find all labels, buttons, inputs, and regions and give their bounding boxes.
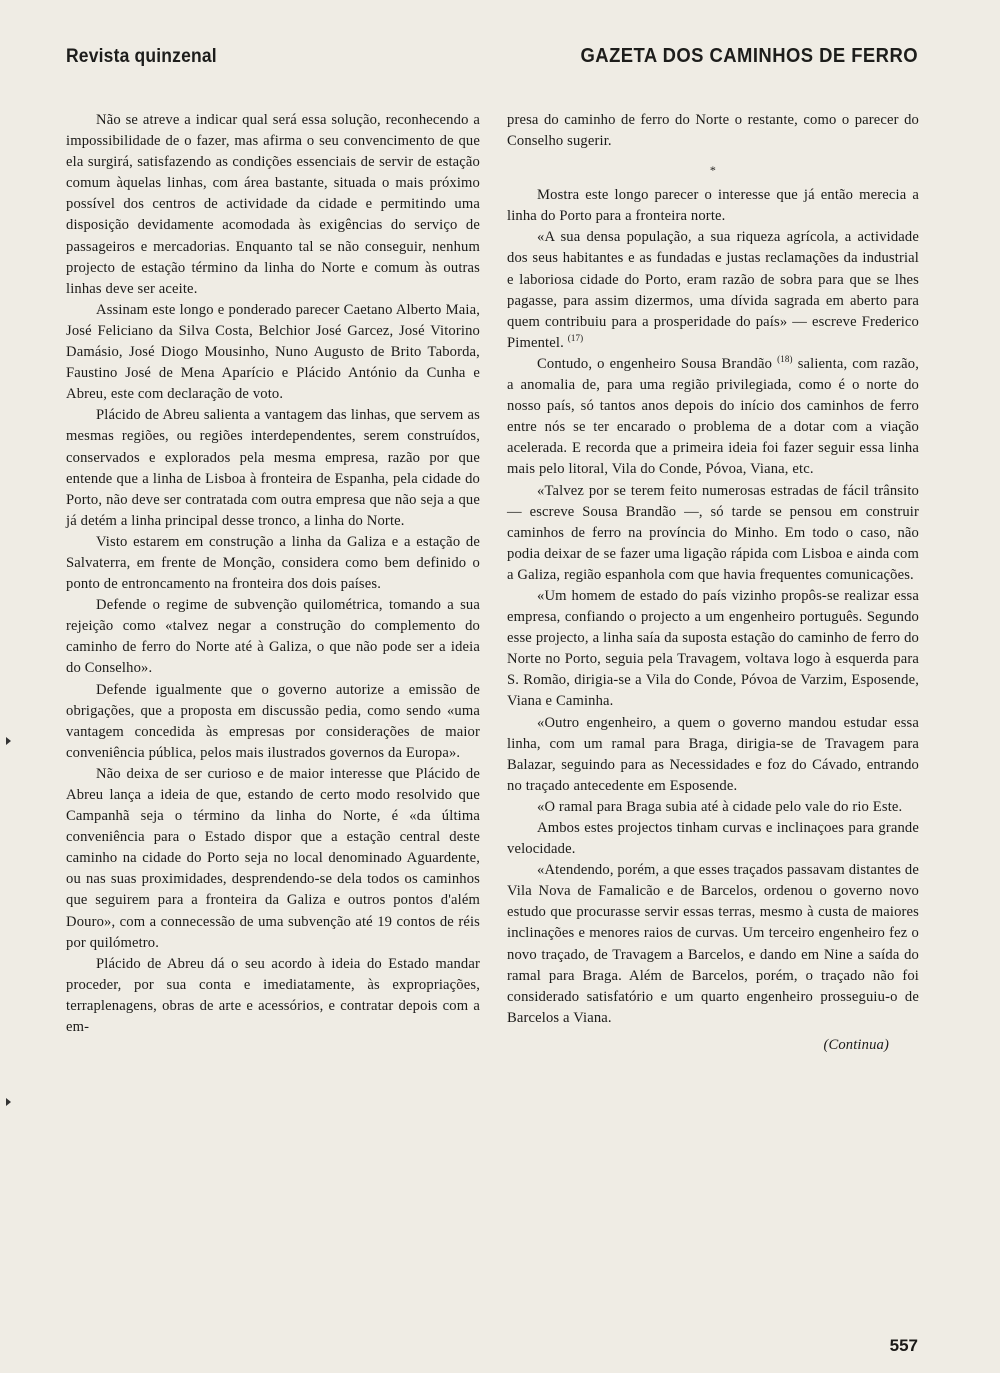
magazine-title: GAZETA DOS CAMINHOS DE FERRO (580, 44, 918, 67)
right-column (507, 110, 919, 1056)
binding-mark-2 (6, 1098, 11, 1106)
section-separator: * (709, 163, 717, 178)
contudo-prefix: Contudo, o engenheiro Sousa Brandão (537, 355, 773, 372)
paragraph-continuation: presa do caminho de ferro do Norte o restante, como o parecer do Conselho sugerir. (507, 112, 919, 150)
page-header (66, 44, 918, 74)
paragraph: «Talvez por se terem feito numerosas estradas de fácil trânsito — escreve Sousa Brandão —, só tarde se pensou em construir caminhos de ferro na província do Minho. Em todo o caso, não podia deixar de se fazer uma ligação rápida com Lisboa e ainda com a Galiza, região espanhola com que havia frequentes comunicações. (507, 482, 919, 583)
paragraph: Não se atreve a indicar qual será essa solução, reconhecendo a impossibilidade de o fazer, mas afirma o seu convencimento de que ela surgirá, satisfazendo as condições essenciais de servir de estação comum àquelas linhas, com área bastante, situada o mais próximo possível dos centros de actividade da cidade e permitindo uma disposição devidamente acomodada às exigências do serviço de passageiros e mercadorias. Enquanto tal se não conseguir, nenhum projecto de estação término da linha do Norte e comum às outras linhas deve ser aceite. (66, 112, 480, 297)
paragraph: Não deixa de ser curioso e de maior interesse que Plácido de Abreu lança a ideia de que, estando de certo modo resolvido que Campanhã seja o término da linha do Norte, é «da última conveniência para o Estado dispor que a estação central deste caminho na cidade do Porto seja no local denominado Aguardente, ou nas suas proximidades, desprendendo-se dela todos os caminhos que seguirem para a fronteira da Galiza e outros pontos d'além Douro», com a connecessão de uma subvenção até 19 contos de réis por quilómetro. (66, 765, 480, 951)
footnote-ref-18: (18) (777, 354, 793, 365)
paragraph: Defende o regime de subvenção quilométrica, tomando a sua rejeição como «talvez negar a construção do complemento do caminho de ferro do Norte até à Galiza, o que não pode ser a ideia do Conselho». (66, 597, 480, 677)
paragraph: Ambos estes projectos tinham curvas e inclinaçoes para grande velocidade. (507, 820, 919, 858)
footnote-ref-17: (17) (567, 332, 584, 343)
left-column (66, 110, 480, 1038)
paragraph (507, 354, 919, 481)
page-number: 557 (889, 1336, 918, 1355)
binding-mark-1 (6, 737, 11, 745)
paragraph-text: salienta, com razão, a anomalia de, para uma região privilegiada, como é o norte do nosso país, só tantos anos depois do início dos caminhos de ferro entre nós se ter encarado o problema de a dotar com a viação acelerada. E recorda que a primeira ideia foi fazer seguir essa linha mais pelo litoral, Vila do Conde, Póvoa, Viana, etc. (507, 355, 919, 478)
paragraph: «Um homem de estado do país vizinho propôs-se realizar essa empresa, confiando o projecto a um engenheiro português. Segundo esse projecto, a linha saía da suposta estação do caminho de ferro do Norte no Porto, seguia pela Travagem, voltava logo à esquerda para S. Romão, dirigia-se a Vila do Conde, Póvoa de Varzim, Esposende, Viana e Caminha. (507, 587, 919, 710)
paragraph: Defende igualmente que o governo autorize a emissão de obrigações, que a proposta em discussão pedia, como sendo «uma vantagem concedida às empresas por considerações de maior conveniência pública, pelos mais ilustrados governos da Europa». (66, 681, 480, 761)
paragraph (507, 227, 919, 354)
paragraph: «O ramal para Braga subia até à cidade pelo vale do rio Este. (537, 798, 903, 815)
paragraph: «Atendendo, porém, a que esses traçados passavam distantes de Vila Nova de Famalicão e de Barcelos, ordenou o governo novo estudo que procurasse servir essas terras, mesmo à custa de maiores inclinações e menores raios de curvas. Um terceiro engenheiro fez o novo traçado, de Travagem a Barcelos, e dando em Nine a saída do ramal para Braga. Além de Barcelos, porém, o traçado não foi considerado satisfatório e um quarto engenheiro prosseguiu-o de Barcelos a Viana. (507, 862, 919, 1026)
paragraph: Plácido de Abreu salienta a vantagem das linhas, que servem as mesmas regiões, ou regiões interdependentes, serem construídos, conservados e explorados pela mesma empresa, razão por que entende que a linha de Lisboa à fronteira de Espanha, pela cidade do Porto, não deve ser contratada com outra empresa que não seja a que já detém a linha principal desse tronco, a linha do Norte. (66, 407, 480, 529)
paragraph: Assinam este longo e ponderado parecer Caetano Alberto Maia, José Feliciano da Silva Costa, Belchior José Garcez, José Vitorino Damásio, José Diogo Mousinho, Nuno Augusto de Brito Taborda, Faustino José de Mena Aparício e Plácido António da Cunha e Abreu, este com declaração de voto. (66, 301, 480, 403)
magazine-frequency: Revista quinzenal (66, 46, 217, 67)
paragraph: Visto estarem em construção a linha da Galiza e a estação de Salvaterra, em frente de Monção, considera como bem definido o ponto de entroncamento na fronteira dos dois países. (66, 533, 480, 593)
paragraph: «Outro engenheiro, a quem o governo mandou estudar essa linha, com um ramal para Braga, dirigia-se de Travagem para Balazar, seguindo para as Necessidades e foz do Cávado, entrando no traçado antecedente em Esposende. (507, 714, 919, 794)
paragraph: Mostra este longo parecer o interesse que já então merecia a linha do Porto para a fronteira norte. (507, 187, 919, 225)
continued-note: (Continua) (823, 1036, 889, 1053)
paragraph: Plácido de Abreu dá o seu acordo à ideia do Estado mandar proceder, por sua conta e imediatamente, às expropriações, terraplenagens, obras de arte e acessórios, e contratar depois com a em- (66, 955, 480, 1036)
quote-text: «A sua densa população, a sua riqueza agrícola, a actividade dos seus habitantes e as fundadas e justas reclamações da industrial e laboriosa cidade do Porto, eram razão de sobra para que se lhes pagasse, para assim dizermos, uma dívida sagrada em aberto para quem contribuiu para a prosperidade do país» — escreve Frederico Pimentel. (507, 229, 919, 351)
